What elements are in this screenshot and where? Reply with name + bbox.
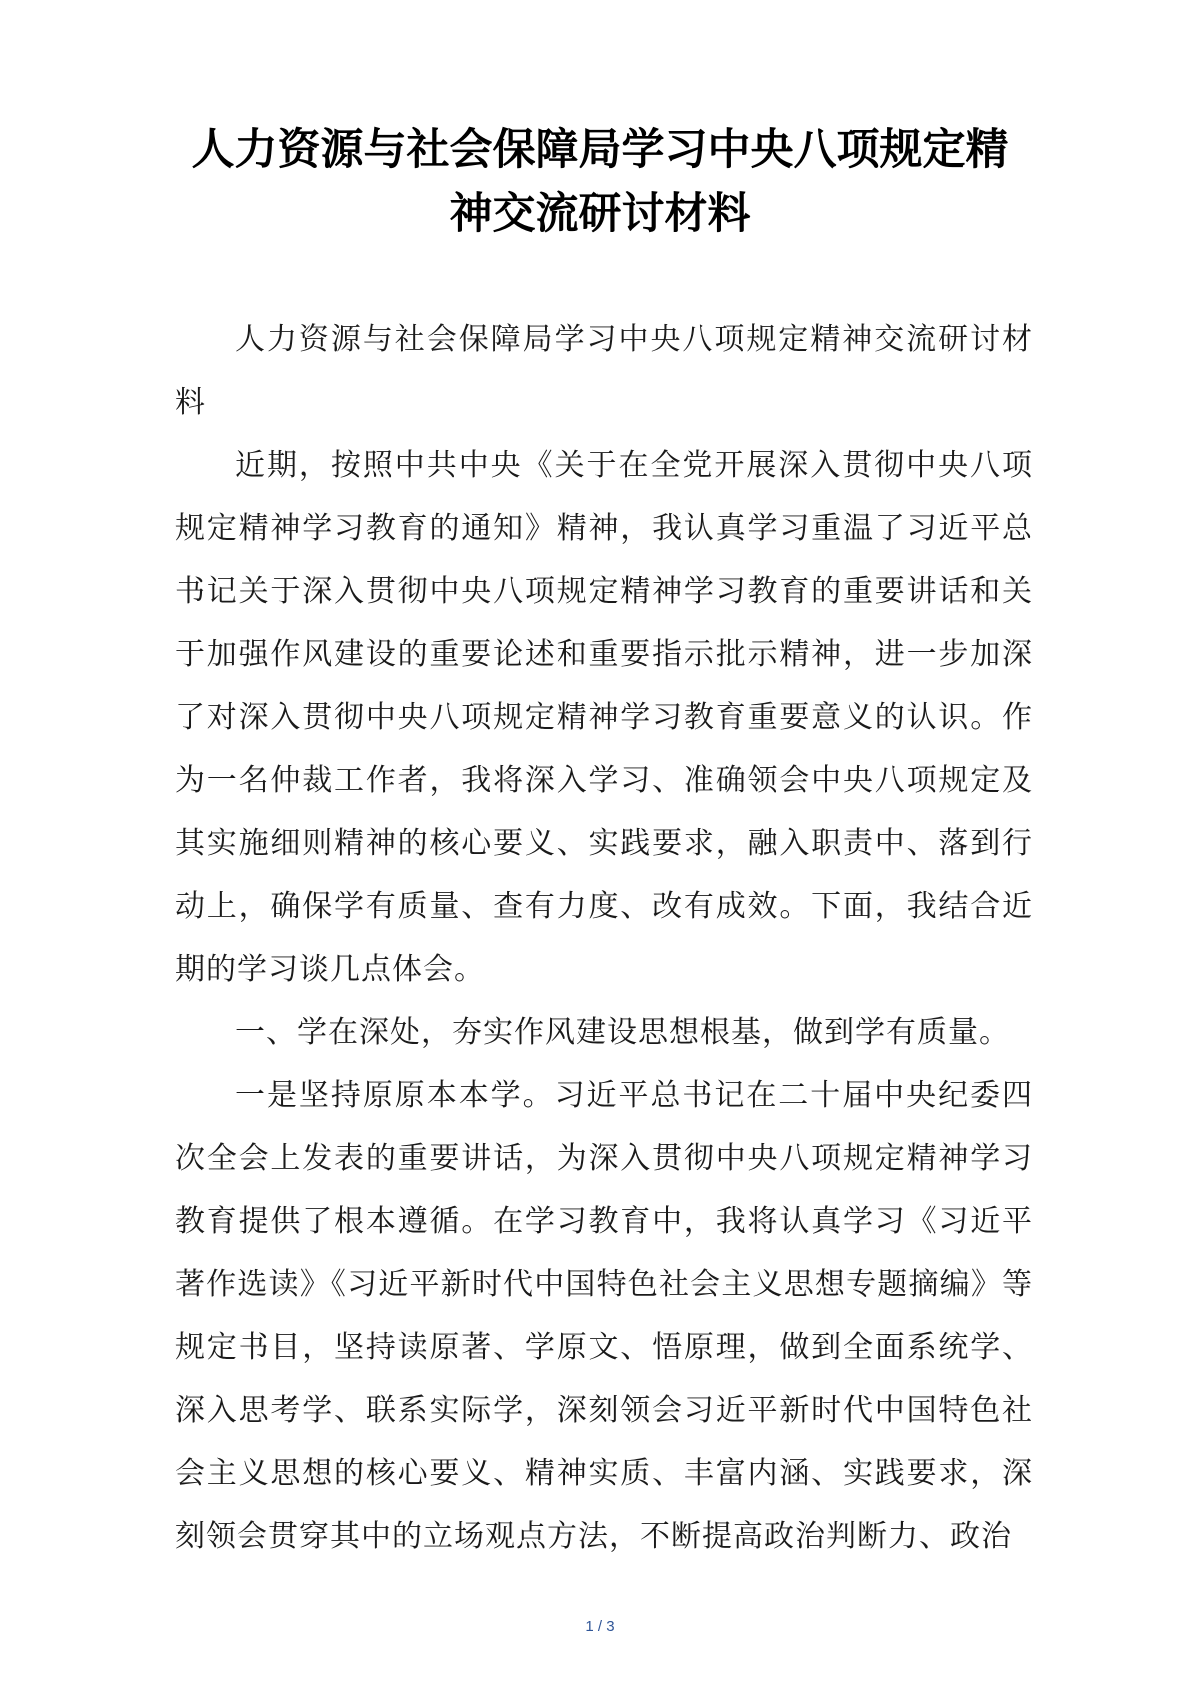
title-line-1: 人力资源与社会保障局学习中央八项规定精 [191, 125, 1009, 175]
paragraph-subtitle: 人力资源与社会保障局学习中央八项规定精神交流研讨材料 [175, 322, 1033, 420]
page-number: 1 / 3 [585, 1618, 615, 1635]
document-body [175, 308, 1033, 1568]
document-title [150, 118, 1050, 246]
section-heading-1: 一、学在深处，夯实作风建设思想根基，做到学有质量。 [235, 1015, 1010, 1050]
paragraph-intro: 近期，按照中共中央《关于在全党开展深入贯彻中央八项规定精神学习教育的通知》精神，我认真学习重温了习近平总书记关于深入贯彻中央八项规定精神学习教育的重要讲话和关于加强作风建设的重要论述和重要指示批示精神，进一步加深了对深入贯彻中央八项规定精神学习教育重要意义的认识。作为一名仲裁工作者，我将深入学习、准确领会中央八项规定及其实施细则精神的核心要义、实践要求，融入职责中、落到行动上，确保学有质量、查有力度、改有成效。下面，我结合近期的学习谈几点体会。 [175, 448, 1033, 987]
paragraph-point-1: 一是坚持原原本本学。习近平总书记在二十届中央纪委四次全会上发表的重要讲话，为深入贯彻中央八项规定精神学习教育提供了根本遵循。在学习教育中，我将认真学习《习近平著作选读》《习近平新时代中国特色社会主义思想专题摘编》等规定书目，坚持读原著、学原文、悟原理，做到全面系统学、深入思考学、联系实际学，深刻领会习近平新时代中国特色社会主义思想的核心要义、精神实质、丰富内涵、实践要求，深刻领会贯穿其中的立场观点方法，不断提高政治判断力、政治 [175, 1078, 1033, 1554]
title-line-2: 神交流研讨材料 [449, 189, 751, 239]
